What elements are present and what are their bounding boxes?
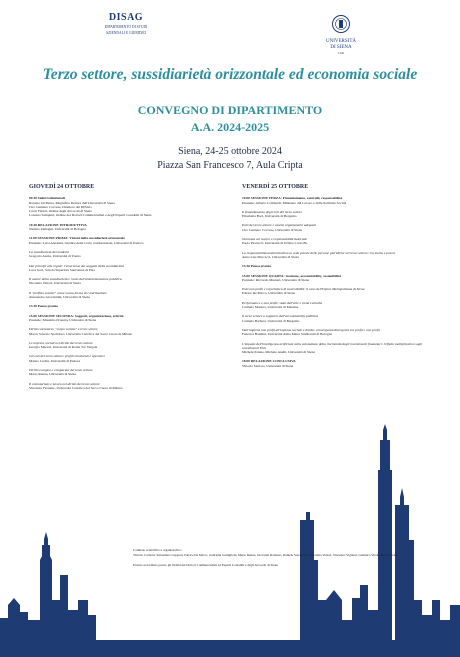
talk-title: Il volontariato e lavoro nel diritto del terzo settore xyxy=(29,381,100,386)
talk-title: Esiti non profit e reportistica di sostenibilità: il caso dell'Opera Metropolitana di Siena xyxy=(242,287,365,292)
talk-title: Sicurezza sul lavoro e responsabilità datoriale xyxy=(242,237,308,242)
speaker-line: Vincenzo Ferrante, Università Cattolica del Sacro Cuore di Milano xyxy=(29,385,123,390)
talk-title: Gli enti del terzo settore: profili strutturali e operativi xyxy=(29,354,105,359)
speaker-line: Alessandro Giovannini, Università di Siena xyxy=(29,295,90,300)
disag-logo-mark: DISAG xyxy=(108,12,144,23)
speaker-line: Paolo Pascucci, Università di Urbino Carlo Bo xyxy=(242,241,308,246)
speaker-line: Carmela Barbera, Università di Bergamo xyxy=(242,318,300,323)
program-item xyxy=(29,341,214,350)
place-date: Siena, 24-25 ottobre 2024 xyxy=(178,146,282,157)
program-item xyxy=(29,304,214,308)
day-two-heading: VENERDÌ 25 OTTOBRE xyxy=(242,184,309,190)
session-heading: 13.30 Pausa pranzo xyxy=(242,264,272,269)
subtitle-line-2: A.A. 2024-2025 xyxy=(190,120,270,134)
program-item xyxy=(29,354,214,363)
place-location: Piazza San Francesco 7, Aula Cripta xyxy=(157,160,303,171)
disag-logo-line-2: AZIENDALI E GIURIDICI xyxy=(105,31,147,36)
session-heading: 10.00 SESSIONE TERZA: Finanziamento, controlli, responsabilità xyxy=(242,196,343,201)
talk-title: Performance e non profit: stato dell'arte e trend evolutivi xyxy=(242,300,323,305)
program-item xyxy=(29,327,214,336)
program-item xyxy=(29,314,214,323)
program-item xyxy=(242,264,427,268)
program-item xyxy=(29,382,214,391)
session-heading: 18.00 RELAZIONE CONCLUSIVA xyxy=(242,359,296,364)
speaker-line: Gregorio Arena, Università di Trento xyxy=(29,254,81,259)
conference-title: Terzo settore, sussidiarietà orizzontale ed economia sociale xyxy=(42,66,418,83)
speaker-line: Ciro Gennaro Corvese, Università di Siena xyxy=(242,227,303,232)
program-item xyxy=(29,368,214,377)
speaker-line: Patrice De Micco, Università di Siena xyxy=(242,291,296,296)
committee-names: Vittorio Carboni, Sebastiano Capponi, Patrice De Micco, Gabriella Gattiglioni, Mario Renna, Giovanni Romano, Daniela Sorrentino, Nicoletta Vettori, Vincenzo Vignieri, Gianluca Vitale, Nicola Vozzi xyxy=(133,552,398,557)
speaker-line: Lorenzo Sampieri, Ordine dei Dottori Commercialisti e degli Esperti Contabili di Siena xyxy=(29,213,152,218)
talk-title: Le imprese sociali nel diritto del terzo settore xyxy=(29,340,93,345)
session-heading: 09.30 Saluti istituzionali xyxy=(29,196,65,201)
program-item xyxy=(242,237,427,246)
day-one-program xyxy=(29,185,214,395)
accreditation-note: Evento accreditato presso gli Ordini dei Dottori Commercialisti ed Esperti Contabili e degli Avvocati di Siena xyxy=(133,562,278,567)
speaker-line: Matteo Ceolin, Università di Padova xyxy=(29,358,81,363)
speaker-line: Presiede: Luca Antonini, Giudice della Corte costituzionale, Università di Padova xyxy=(29,240,144,245)
speaker-line: Nicoletta Vettori, Università di Siena xyxy=(29,281,81,286)
session-heading: 13.30 Pausa pranzo xyxy=(29,304,59,309)
program-item xyxy=(29,250,214,259)
program-item xyxy=(242,223,427,232)
program-item xyxy=(29,196,214,217)
program-item xyxy=(242,314,427,323)
program-item xyxy=(29,223,214,232)
session-heading: 15.00 SESSIONE SECONDA: Soggetti, organizzazione, attività xyxy=(29,313,124,318)
session-heading: 15.00 SESSIONE QUARTA: Gestione, accountability, sostenibilità xyxy=(242,273,341,278)
disag-logo-line-1: DIPARTIMENTO DI STUDI xyxy=(104,25,148,29)
talk-title: Il valore della sussidiarietà e ruolo dell'amministrazione pubblica xyxy=(29,277,122,282)
speaker-line: Presiede: Alberto Lombardi, Ministero del Lavoro e delle Politiche Sociali xyxy=(242,200,347,205)
talk-title: La responsabilità amministrativa in sede penale delle persone giuridiche nel terzo settore: tra teoria e prassi xyxy=(242,250,395,255)
university-name-line-2: DI SIENA xyxy=(330,45,352,50)
program-item xyxy=(242,342,427,355)
program-item xyxy=(29,277,214,286)
talk-title: Il terzo settore a supporto dell'accountability pubblica xyxy=(242,314,319,319)
program-item xyxy=(29,291,214,300)
speaker-line: Roberto Di Pietra, Magnifico Rettore dell'Università di Siena xyxy=(29,200,115,205)
speaker-line: Elisabetta Baci, Università di Bergamo xyxy=(242,214,297,219)
speaker-line: Ciro Gennaro Corvese, Direttore del DISAG xyxy=(29,204,92,209)
talk-title: L'impatto dell'intelligenza artificiale sulla valutazione della rischiosità degli investimenti finanziari: l'effetto moltiplicativo sugli investimenti ESG xyxy=(242,341,423,350)
talk-title: Il finanziamento degli enti del terzo settore xyxy=(242,209,303,214)
talk-title: Dai principi alle regole: l'emersione dei soggetti della sussidiarietà xyxy=(29,263,124,268)
session-heading: 11.00 SESSIONE PRIMA: Visioni della sussidiarietà orizzontale xyxy=(29,236,125,241)
day-one-heading: GIOVEDÌ 24 OTTOBRE xyxy=(29,184,95,190)
speaker-line: Presiede: Massimo D'Auria, Università di Siena xyxy=(29,317,97,322)
program-item xyxy=(242,359,427,368)
speaker-line: Stefano Zamagni, Università di Bologna xyxy=(29,227,86,232)
talk-title: Dall'impresa non profit all'impresa sociale e ibrida: convergenze/divergenze tra profit e non profit xyxy=(242,327,380,332)
speaker-line: Anna Lisa Marcacci, Università di Siena xyxy=(242,254,299,259)
program-item xyxy=(29,236,214,245)
program-item xyxy=(242,328,427,337)
program-item xyxy=(242,301,427,310)
talk-title: Diritto societario, "scopo sociale" e terzo settore xyxy=(29,327,98,332)
speaker-line: Vittorio Santoro, Università di Siena xyxy=(242,363,294,368)
program-item xyxy=(242,274,427,283)
session-heading: 10.30 RELAZIONE INTRODUTTIVA xyxy=(29,222,87,227)
talk-title: Esiti del terzo settore e assetti organizzativi adeguati xyxy=(242,223,317,228)
program-item xyxy=(242,251,427,260)
speaker-line: Presiede: Riccardo Mussari, Università di Siena xyxy=(242,277,310,282)
speaker-line: Marco Saverio Spolidoro, Università Cattolica del Sacro Cuore di Milano xyxy=(29,331,133,336)
footer-notes xyxy=(133,548,403,572)
program-item xyxy=(242,287,427,296)
university-year: 1240 xyxy=(338,51,344,55)
university-name-line-1: UNIVERSITÀ xyxy=(326,39,356,44)
speaker-line: Giorgio Marasà, Università di Roma Tor Vergata xyxy=(29,345,98,350)
speaker-line: Luca Gori, Scuola Superiore Sant'Anna di Pisa xyxy=(29,267,95,272)
committee-label: Comitato scientifico e organizzativo: xyxy=(133,548,182,552)
speaker-line: Michele Patane, Michele Anelli, Università di Siena xyxy=(242,350,315,355)
day-two-program xyxy=(242,185,427,373)
talk-title: Diritto europeo e comparato del terzo settore xyxy=(29,368,93,373)
speaker-line: Lucia Fabbri, Ordine degli Avvocati di Siena xyxy=(29,209,92,214)
program-item xyxy=(242,210,427,219)
subtitle-line-1: CONVEGNO DI DIPARTIMENTO xyxy=(137,103,323,117)
talk-title: Il "profitto sociale" come nuova forma di contribuzione xyxy=(29,290,107,295)
speaker-line: Federica Bandini, Università Alma Mater Studiorum di Bologna xyxy=(242,332,333,337)
speaker-line: Mario Renna, Università di Siena xyxy=(29,372,76,377)
program-item xyxy=(29,264,214,273)
talk-title: La sussidiarietà dei moderni xyxy=(29,249,70,254)
program-item xyxy=(242,196,427,205)
speaker-line: Carmelo Mattera, Università di Messina xyxy=(242,305,299,310)
